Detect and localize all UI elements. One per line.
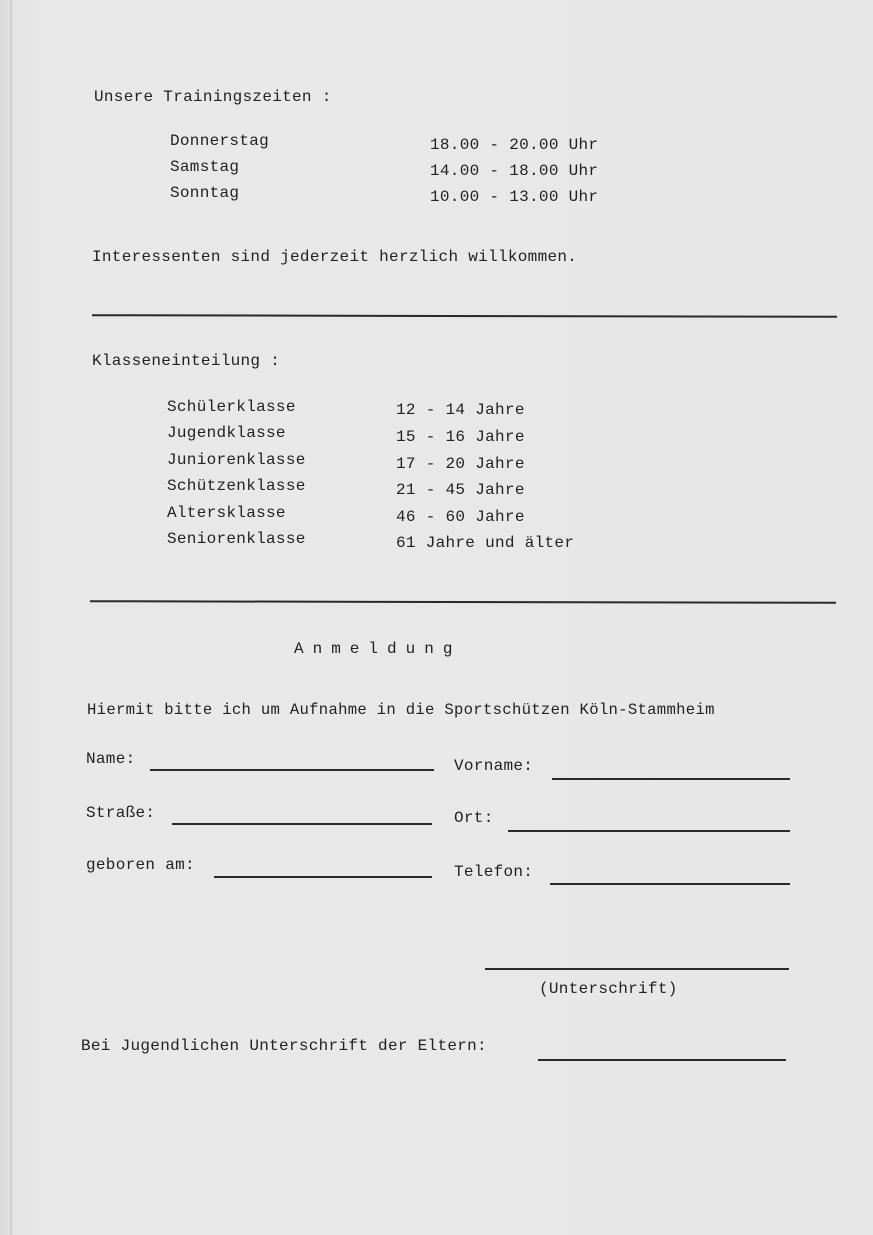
vorname-label: Vorname: bbox=[454, 757, 534, 775]
geboren-field-line[interactable] bbox=[214, 876, 432, 878]
strasse-field-line[interactable] bbox=[172, 823, 432, 825]
classes-heading: Klasseneinteilung : bbox=[92, 352, 281, 370]
class-name: Schützenklasse bbox=[167, 477, 306, 495]
strasse-label: Straße: bbox=[86, 804, 156, 822]
training-day: Samstag bbox=[170, 158, 240, 176]
training-day: Sonntag bbox=[170, 184, 240, 202]
telefon-label: Telefon: bbox=[454, 863, 534, 881]
form-intro: Hiermit bitte ich um Aufnahme in die Sportschützen Köln-Stammheim bbox=[87, 701, 715, 719]
training-time: 10.00 - 13.00 Uhr bbox=[430, 188, 599, 206]
form-title: Anmeldung bbox=[294, 640, 462, 658]
training-day: Donnerstag bbox=[170, 132, 270, 150]
name-label: Name: bbox=[86, 750, 136, 768]
ort-label: Ort: bbox=[454, 809, 494, 827]
signature-label: (Unterschrift) bbox=[539, 980, 678, 998]
name-field-line[interactable] bbox=[150, 769, 434, 771]
class-name: Juniorenklasse bbox=[167, 451, 306, 469]
parent-signature-line[interactable] bbox=[538, 1059, 786, 1061]
telefon-field-line[interactable] bbox=[550, 883, 790, 885]
class-name: Altersklasse bbox=[167, 504, 286, 522]
class-name: Seniorenklasse bbox=[167, 530, 306, 548]
class-age: 12 - 14 Jahre bbox=[396, 401, 525, 419]
class-name: Jugendklasse bbox=[167, 424, 286, 442]
class-age: 17 - 20 Jahre bbox=[396, 455, 525, 473]
parent-signature-label: Bei Jugendlichen Unterschrift der Eltern: bbox=[81, 1037, 487, 1055]
section-divider bbox=[90, 600, 836, 604]
page-edge bbox=[10, 0, 12, 1235]
training-heading: Unsere Trainingszeiten : bbox=[94, 88, 332, 106]
vorname-field-line[interactable] bbox=[552, 778, 790, 780]
class-name: Schülerklasse bbox=[167, 398, 296, 416]
class-age: 15 - 16 Jahre bbox=[396, 428, 525, 446]
class-age: 61 Jahre und älter bbox=[396, 534, 575, 552]
geboren-label: geboren am: bbox=[86, 856, 195, 874]
signature-line[interactable] bbox=[485, 968, 789, 970]
class-age: 46 - 60 Jahre bbox=[396, 508, 525, 526]
welcome-text: Interessenten sind jederzeit herzlich willkommen. bbox=[92, 248, 578, 266]
section-divider bbox=[92, 314, 837, 318]
ort-field-line[interactable] bbox=[508, 830, 790, 832]
training-time: 14.00 - 18.00 Uhr bbox=[430, 162, 599, 180]
class-age: 21 - 45 Jahre bbox=[396, 481, 525, 499]
training-time: 18.00 - 20.00 Uhr bbox=[430, 136, 599, 154]
